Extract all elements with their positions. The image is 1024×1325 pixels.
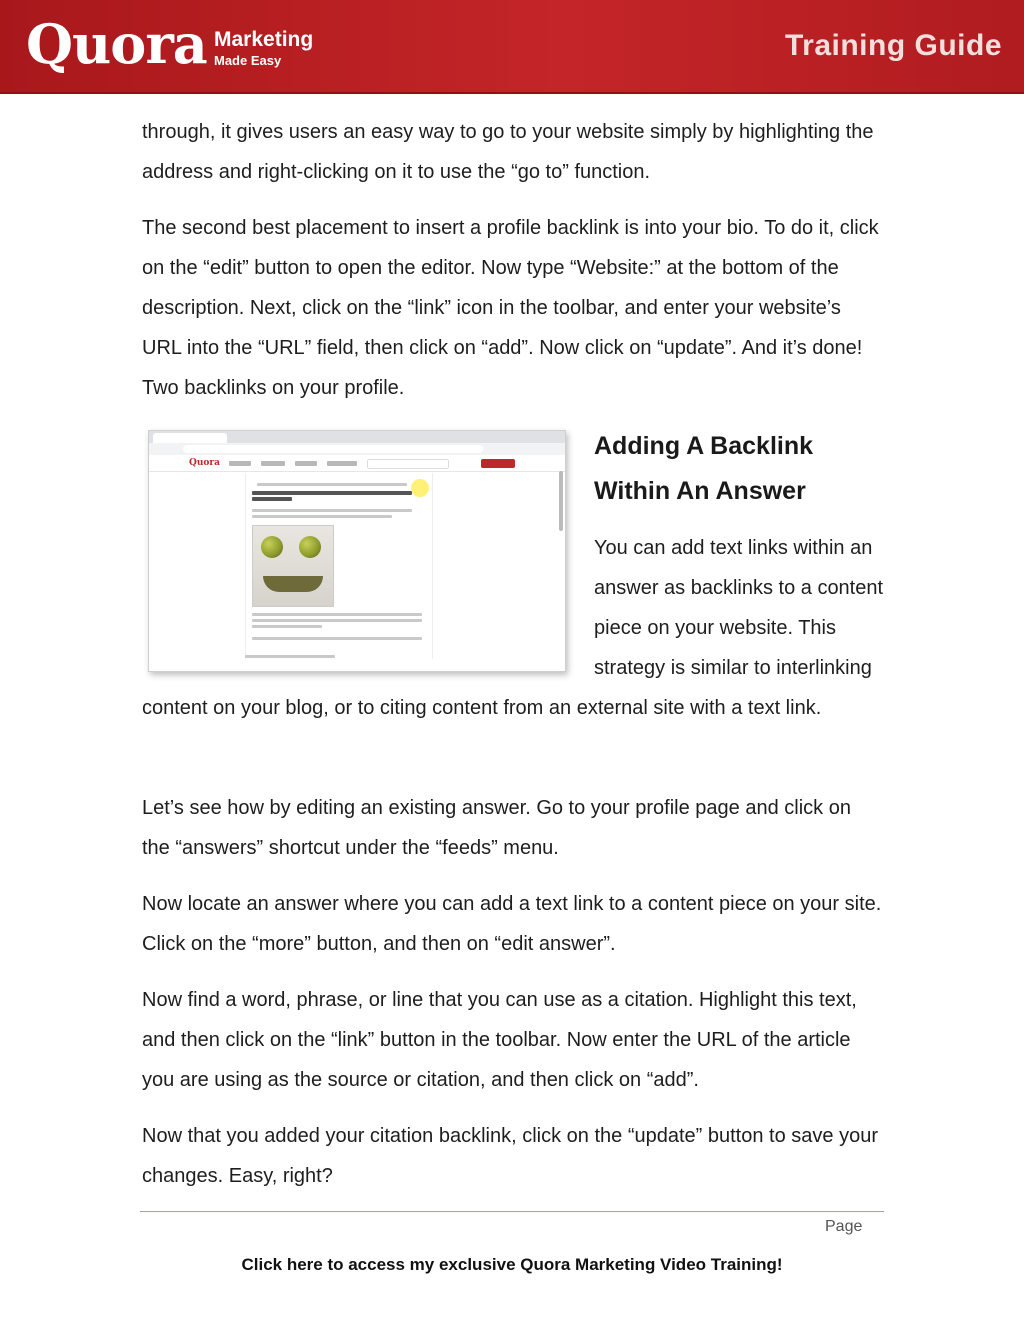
logo-tagline-marketing: Marketing <box>214 28 314 51</box>
paragraph-4: Let’s see how by editing an existing answer. Go to your profile page and click on the “answers” shortcut under the “feeds” menu. <box>142 797 851 859</box>
paragraph-2: The second best placement to insert a profile backlink is into your bio. To do it, click on the “edit” button to open the editor. Now type “Website:” at the bottom of the description. Next, click on the “link” icon in the toolbar, and enter your website’s URL into the “URL” field, then click on “add”. Now click on “update”. And it’s done! Two backlinks on your profile. <box>142 217 879 399</box>
quora-logo: Quora <box>26 12 207 76</box>
footer-divider <box>140 1211 884 1212</box>
paragraph-6: Now find a word, phrase, or line that you can use as a citation. Highlight this text, and then click on the “link” button in the toolbar. Now enter the URL of the article you are using as the source or citation, and then click on “add”. <box>142 989 857 1091</box>
logo-tagline-made-easy: Made Easy <box>214 53 282 68</box>
training-guide-title: Training Guide <box>784 29 1002 62</box>
video-training-link[interactable]: Click here to access my exclusive Quora Marketing Video Training! <box>241 1255 783 1274</box>
quora-editor-screenshot <box>148 430 566 672</box>
header-banner <box>0 0 1024 94</box>
screenshot-quora-logo: Quora <box>189 458 220 468</box>
section-backlink-answer <box>142 424 884 728</box>
cursor-highlight-icon <box>411 479 429 497</box>
paragraph-7: Now that you added your citation backlink, click on the “update” button to save your changes. Easy, right? <box>142 1125 878 1187</box>
page-label: Page <box>825 1218 863 1235</box>
paragraph-5: Now locate an answer where you can add a text link to a content piece on your site. Click on the “more” button, and then on “edit answer”. <box>142 893 882 955</box>
fruit-photo <box>252 525 334 607</box>
paragraph-1: through, it gives users an easy way to go to your website simply by highlighting the address and right-clicking on it to use the “go to” function. <box>142 121 874 183</box>
paragraph-3: You can add text links within an answer as backlinks to a content piece on your website. This strategy is similar to interlinking content on your blog, or to citing content from an external site with a text link. <box>142 537 884 719</box>
section-heading: Adding A Backlink Within An Answer <box>594 432 814 505</box>
